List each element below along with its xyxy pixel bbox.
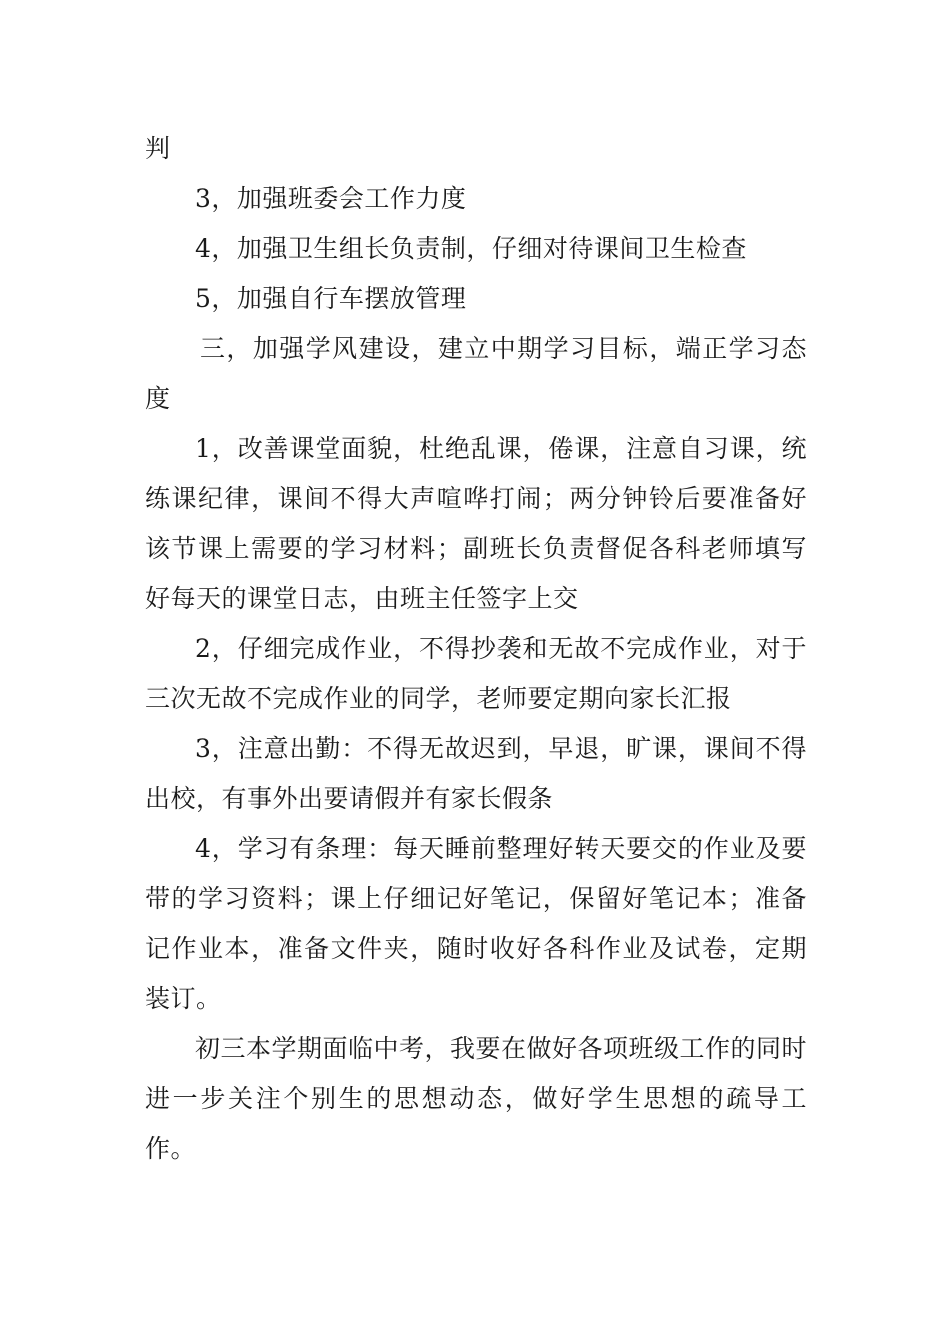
paragraph-item-4: 4，加强卫生组长负责制，仔细对待课间卫生检查 <box>195 234 747 263</box>
paragraph-study-item-4: 4，学习有条理：每天睡前整理好转天要交的作业及要带的学习资料；课上仔细记好笔记，保留好笔记本；准备记作业本，准备文件夹，随时收好各科作业及试卷，定期装订。 <box>145 834 807 1013</box>
paragraph-continuation: 判 <box>145 134 171 163</box>
document-body <box>145 124 807 1174</box>
section-heading: 三，加强学风建设，建立中期学习目标，端正学习态度 <box>145 334 807 413</box>
paragraph-item-5: 5，加强自行车摆放管理 <box>195 284 467 313</box>
paragraph-study-item-2: 2，仔细完成作业，不得抄袭和无故不完成作业，对于三次无故不完成作业的同学，老师要定期向家长汇报 <box>145 634 807 713</box>
paragraph-study-item-3: 3，注意出勤：不得无故迟到，早退，旷课，课间不得出校，有事外出要请假并有家长假条 <box>145 734 807 813</box>
paragraph-item-3: 3，加强班委会工作力度 <box>195 184 467 213</box>
paragraph-conclusion: 初三本学期面临中考，我要在做好各项班级工作的同时进一步关注个别生的思想动态，做好学生思想的疏导工作。 <box>145 1034 808 1163</box>
paragraph-study-item-1: 1，改善课堂面貌，杜绝乱课，倦课，注意自习课，统练课纪律，课间不得大声喧哗打闹；两分钟铃后要准备好该节课上需要的学习材料；副班长负责督促各科老师填写好每天的课堂日志，由班主任签字上交 <box>145 434 807 613</box>
